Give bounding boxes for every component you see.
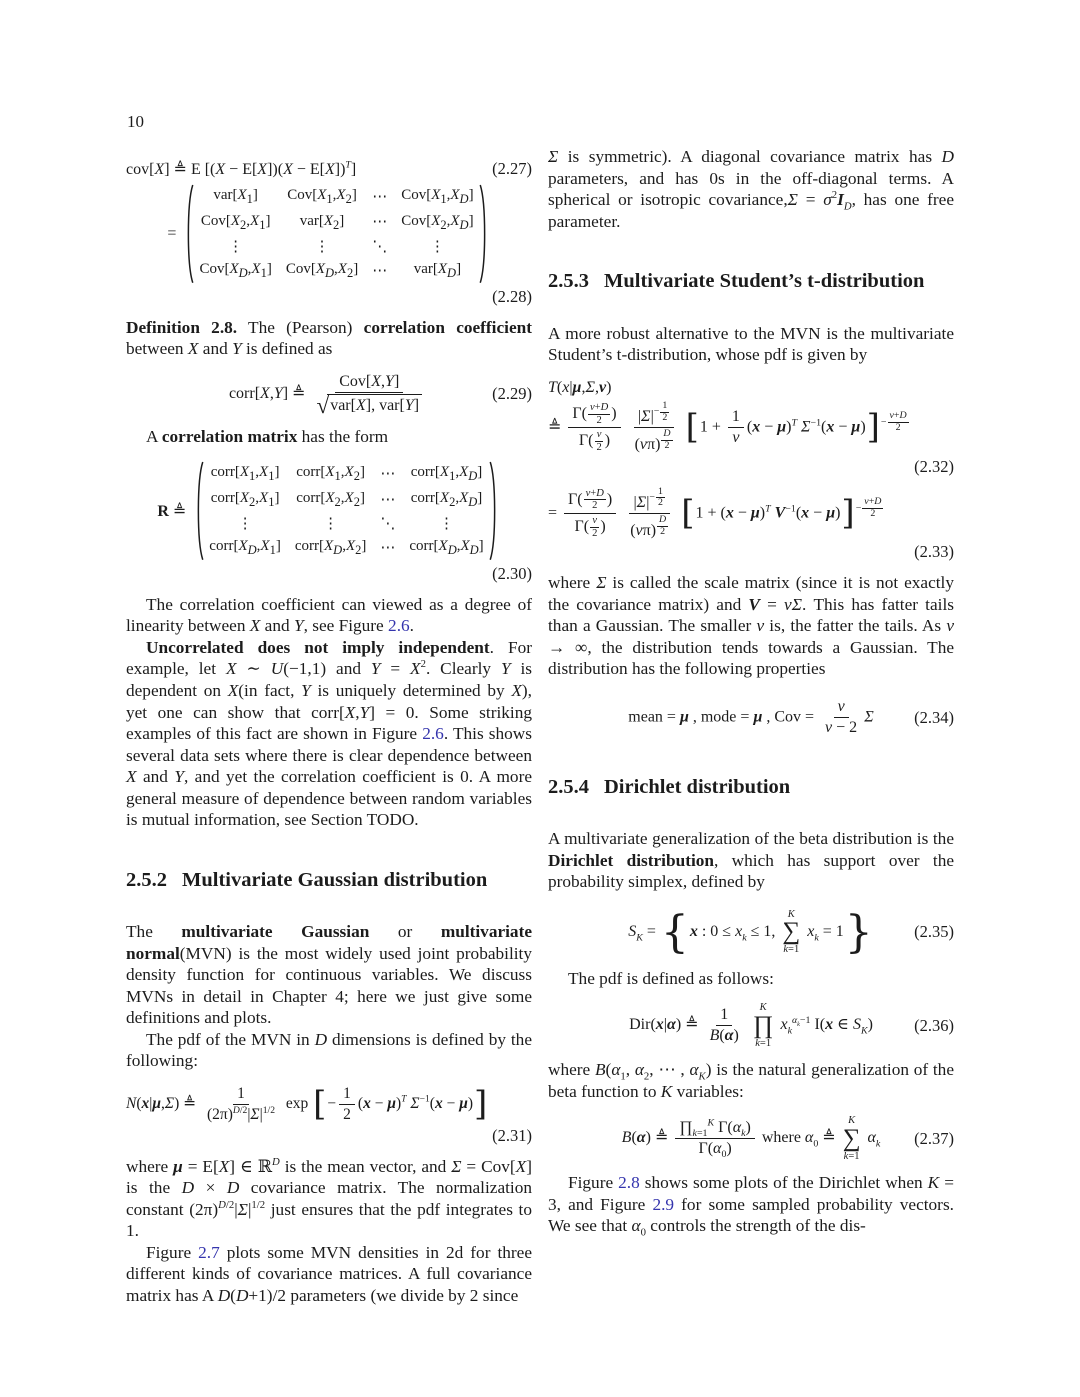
paragraph-student-t-intro: A more robust alternative to the MVN is the multivariate Student’s t-distribution, whose pdf is given by xyxy=(548,323,954,365)
section-title: Multivariate Gaussian distribution xyxy=(182,868,488,891)
equation-2-33-number: (2.33) xyxy=(914,542,954,562)
section-heading-2-5-4 xyxy=(548,776,954,799)
paragraph-figure-2-8: Figure 2.8 shows some plots of the Dirichlet when K = 3, and Figure 2.9 for some sampled probability vectors. We see that $\alpha_0$ controls the strength of the dis- xyxy=(548,1173,954,1239)
matrix-cell: $corr[X_D,X_D]$ xyxy=(409,538,484,558)
page-number: 10 xyxy=(127,112,144,131)
matrix-cell: ⋯ xyxy=(380,491,396,508)
left-column xyxy=(126,146,532,1306)
equation-2-35-number: (2.35) xyxy=(914,922,954,942)
figure-ref-link[interactable]: 2.6 xyxy=(422,724,444,744)
paragraph-sigma-symmetric: Σ is symmetric). A diagonal covariance matrix has D parameters, and has 0s in the off-diagonal terms. A spherical or isotropic covariance,Σ = $\sigma^2I_D$, has one free parameter. xyxy=(548,147,955,231)
matrix-cell: $var[X_2]$ xyxy=(299,212,345,232)
matrix-paren-left xyxy=(184,183,194,285)
matrix-cell: ⋮ xyxy=(228,238,244,255)
section-number: 2.5.3 xyxy=(548,270,589,293)
equation-2-28-number: (2.28) xyxy=(492,286,532,306)
paragraph-uncorrelated: Uncorrelated does not imply independent. For example, let X ∼ U(−1,1) and $Y = X^2$. Clearly Y is dependent on X(in fact, Y is uniquely determined by X), yet one can show that corr[X,Y] = 0. Some striking examples of this fact are shown in Figure 2.6. This shows several data sets where there is clear dependence between X and Y, and yet the correlation coefficient is 0. A more general measure of dependence between random variables is mutual information, see Section TODO. xyxy=(126,637,533,830)
section-number: 2.5.2 xyxy=(126,868,167,891)
paragraph-where-mu: where μ = E[X] ∈ ℝ$^D$ is the mean vector, and Σ = Cov[X] is the D × D covariance matrix. The normalization constant $(2\pi)^{D/2}|\Sigma|^{1/2}$ just ensures that the pdf integrates to 1. xyxy=(126,1155,533,1241)
equation-2-27-number: (2.27) xyxy=(492,159,532,178)
matrix-cell: ⋯ xyxy=(380,465,396,482)
section-title: Multivariate Student’s t-distribution xyxy=(604,270,925,293)
paragraph-mvn-pdf-intro: The pdf of the MVN in D dimensions is defined by the following: xyxy=(126,1029,532,1071)
equation-2-27-body: cov[X] ≜ E $[(X - E[X])(X - E[X])^T]$ xyxy=(126,159,357,178)
two-column-layout xyxy=(126,146,954,1306)
equation-2-36-number: (2.36) xyxy=(914,1015,954,1035)
equation-2-29 xyxy=(126,372,532,420)
paragraph-mvn-intro: The multivariate Gaussian or multivariate normal(MVN) is the most widely used joint probability density function for continuous variables. We discuss MVNs in detail in Chapter 4; here we just give some definitions and plots. xyxy=(126,922,532,1028)
equation-2-31-body: N(x|μ,Σ) ≜ $\frac{1}{(2\pi)^{D/2}|\Sigma|^{1/2}}$ exp [− $\frac{1}{2}$ $(x - \mu)^T$ $\Sigma^{-1}(x - \mu)$] xyxy=(126,1083,488,1124)
figure-ref-link[interactable]: 2.7 xyxy=(198,1242,220,1262)
equation-2-29-body: corr[X,Y] ≜ Cov[X,Y] √ var[X], var[Y] xyxy=(229,373,429,416)
matrix-cell: $corr[X_1,X_D]$ xyxy=(410,464,483,484)
matrix-cell: ⋮ xyxy=(429,238,445,255)
matrix-cell: ⋮ xyxy=(314,238,330,255)
matrix-cell: $Cov[X_D,X_1]$ xyxy=(199,261,272,280)
right-column xyxy=(548,146,954,1306)
section-heading-2-5-2 xyxy=(126,869,532,892)
matrix-cell: $corr[X_D,X_1]$ xyxy=(209,538,281,558)
matrix-cells xyxy=(194,183,478,285)
matrix-cell: ⋮ xyxy=(323,515,339,532)
matrix-cell: $Cov[X_D,X_2]$ xyxy=(285,261,359,280)
matrix-paren-left xyxy=(194,460,204,562)
matrix-cell: ⋱ xyxy=(372,238,388,255)
figure-ref-link[interactable]: 2.9 xyxy=(652,1194,675,1214)
paragraph-pdf-follows: The pdf is defined as follows: xyxy=(568,968,774,988)
paragraph-figure-2-7: Figure 2.7 plots some MVN densities in 2d for three different kinds of covariance matrices. A full covariance matrix has A D(D+1)/2 parameters (we divide by 2 since xyxy=(126,1242,532,1305)
equation-2-31-number: (2.31) xyxy=(492,1125,532,1145)
matrix-cell: ⋯ xyxy=(372,188,388,205)
equation-2-37 xyxy=(548,1115,954,1162)
equation-2-30-lhs: R ≜ xyxy=(157,503,187,520)
equation-2-30-number: (2.30) xyxy=(492,563,532,583)
equation-2-29-number: (2.29) xyxy=(492,384,532,404)
matrix-cell: $Cov[X_1,X_D]$ xyxy=(401,187,474,206)
equation-2-31 xyxy=(126,1085,586,1146)
equation-2-27-2-28 xyxy=(126,159,532,307)
paragraph-definition-2-8: Definition 2.8. The (Pearson) correlation coefficient between X and Y is defined as xyxy=(126,317,532,359)
matrix-cells xyxy=(204,460,488,562)
matrix-cell: ⋱ xyxy=(380,515,396,532)
paragraph-correlation-matrix-intro: A correlation matrix has the form xyxy=(146,426,389,446)
paragraph-where-beta-function: where $B(\alpha_1$, $\alpha_2$, ⋯ , $\alpha_K$) is the natural generalization of the beta function to K variables: xyxy=(548,1060,954,1101)
equation-2-34-body: mean = μ , mode = μ , Cov = $\frac{\nu}{\nu - 2}$ Σ xyxy=(628,698,874,737)
figure-ref-link[interactable]: 2.6 xyxy=(388,616,410,636)
figure-ref-link[interactable]: 2.8 xyxy=(618,1173,640,1193)
equation-2-37-body: B(α) ≜ $\frac{\prod_{k=1}^K \Gamma(\alpha_k)}{\Gamma(\alpha_0)}$ where $\alpha_0$ ≜ K ∑ k=1 $\alpha_k$ xyxy=(621,1115,881,1162)
matrix-cell: ⋮ xyxy=(439,515,455,532)
matrix-cell: $Cov[X_1,X_2]$ xyxy=(287,187,357,206)
matrix-cell: $corr[X_2,X_2]$ xyxy=(296,489,365,509)
matrix-cell: ⋯ xyxy=(372,214,388,231)
equation-2-32-body: ≜ Γ( $\frac{\nu+D}{2}$ ) Γ( $\frac{\nu}{2}$ ) $|\Sigma|^{- \frac{1}{2}}$ (νπ) $^{\frac{D}{2}}$ [1 + $\frac{1}{\nu}$ $(x - \mu)^T$ $\Sigma^{-1}(x - \mu)]^{- \frac{\nu+D}{2}}$ xyxy=(548,399,907,454)
equation-t-lhs: T(x|μ,Σ,ν) xyxy=(548,378,612,396)
equation-2-32-number: (2.32) xyxy=(914,456,954,476)
paragraph-dirichlet-intro: A multivariate generalization of the beta distribution is the Dirichlet distribution, which has support over the probability simplex, defined by xyxy=(548,829,954,892)
matrix-cell: $corr[X_1,X_2]$ xyxy=(296,464,365,484)
paragraph-correlation-coefficient: The correlation coefficient can viewed as a degree of linearity between X and Y, see Figure 2.6. xyxy=(126,594,532,636)
matrix-cell: $Cov[X_2,X_D]$ xyxy=(401,212,474,232)
equation-2-34-number: (2.34) xyxy=(914,707,954,727)
matrix-cell: $corr[X_D,X_2]$ xyxy=(294,538,367,558)
equation-2-34 xyxy=(548,698,954,738)
matrix-paren-right xyxy=(489,460,499,562)
matrix-cell: $corr[X_2,X_D]$ xyxy=(410,489,483,509)
paragraph-scale-matrix: where Σ is called the scale matrix (since it is not exactly the covariance matrix) and V = νΣ. This has fatter tails than a Gaussian. The smaller ν is, the fatter the tails. As ν → ∞, the distribution tends towards a Gaussian. The distribution has the following properties xyxy=(548,573,954,679)
covariance-matrix xyxy=(184,183,488,285)
equals-sign: = xyxy=(167,224,177,242)
equation-2-30 xyxy=(126,460,532,584)
correlation-matrix xyxy=(194,460,498,562)
equation-2-37-number: (2.37) xyxy=(914,1128,954,1148)
matrix-cell: $corr[X_2,X_1]$ xyxy=(210,489,280,509)
matrix-cell: ⋮ xyxy=(237,515,253,532)
equation-2-33-body: = Γ( $\frac{\nu+D}{2}$ ) Γ( $\frac{\nu}{2}$ ) $|\Sigma|^{- \frac{1}{2}}$ (νπ) $^{\frac{D}{2}}$ [$1 + (x - \mu)^T$ $V^{-1}(x - \mu)]^{- \frac{\nu+D}{2}}$ xyxy=(548,485,882,539)
equation-2-35 xyxy=(548,906,954,958)
equation-2-35-body: $S_K = \{x$ : $0 \le x_k \le 1$, K ∑ k=1 $x_k = 1$} xyxy=(628,906,873,958)
equation-2-36 xyxy=(548,1002,954,1049)
matrix-cell: ⋯ xyxy=(372,262,388,279)
matrix-cell: $Cov[X_2,X_1]$ xyxy=(200,212,271,232)
matrix-cell: $corr[X_1,X_1]$ xyxy=(210,464,280,484)
matrix-cell: ⋯ xyxy=(380,539,396,556)
equation-2-36-body: Dir(x|α) ≜ $\frac{1}{B(\alpha)}$ K ∏ k=1 $x_k^{\alpha_k-1}$ I(x ∈ $S_K$) xyxy=(629,1002,873,1049)
section-number: 2.5.4 xyxy=(548,775,589,798)
equation-2-32-2-33 xyxy=(548,379,954,563)
section-heading-2-5-3 xyxy=(548,270,954,293)
matrix-paren-right xyxy=(479,183,489,285)
matrix-cell: $var[X_1]$ xyxy=(213,187,258,206)
section-title: Dirichlet distribution xyxy=(604,775,791,798)
matrix-cell: $var[X_D]$ xyxy=(413,261,462,280)
